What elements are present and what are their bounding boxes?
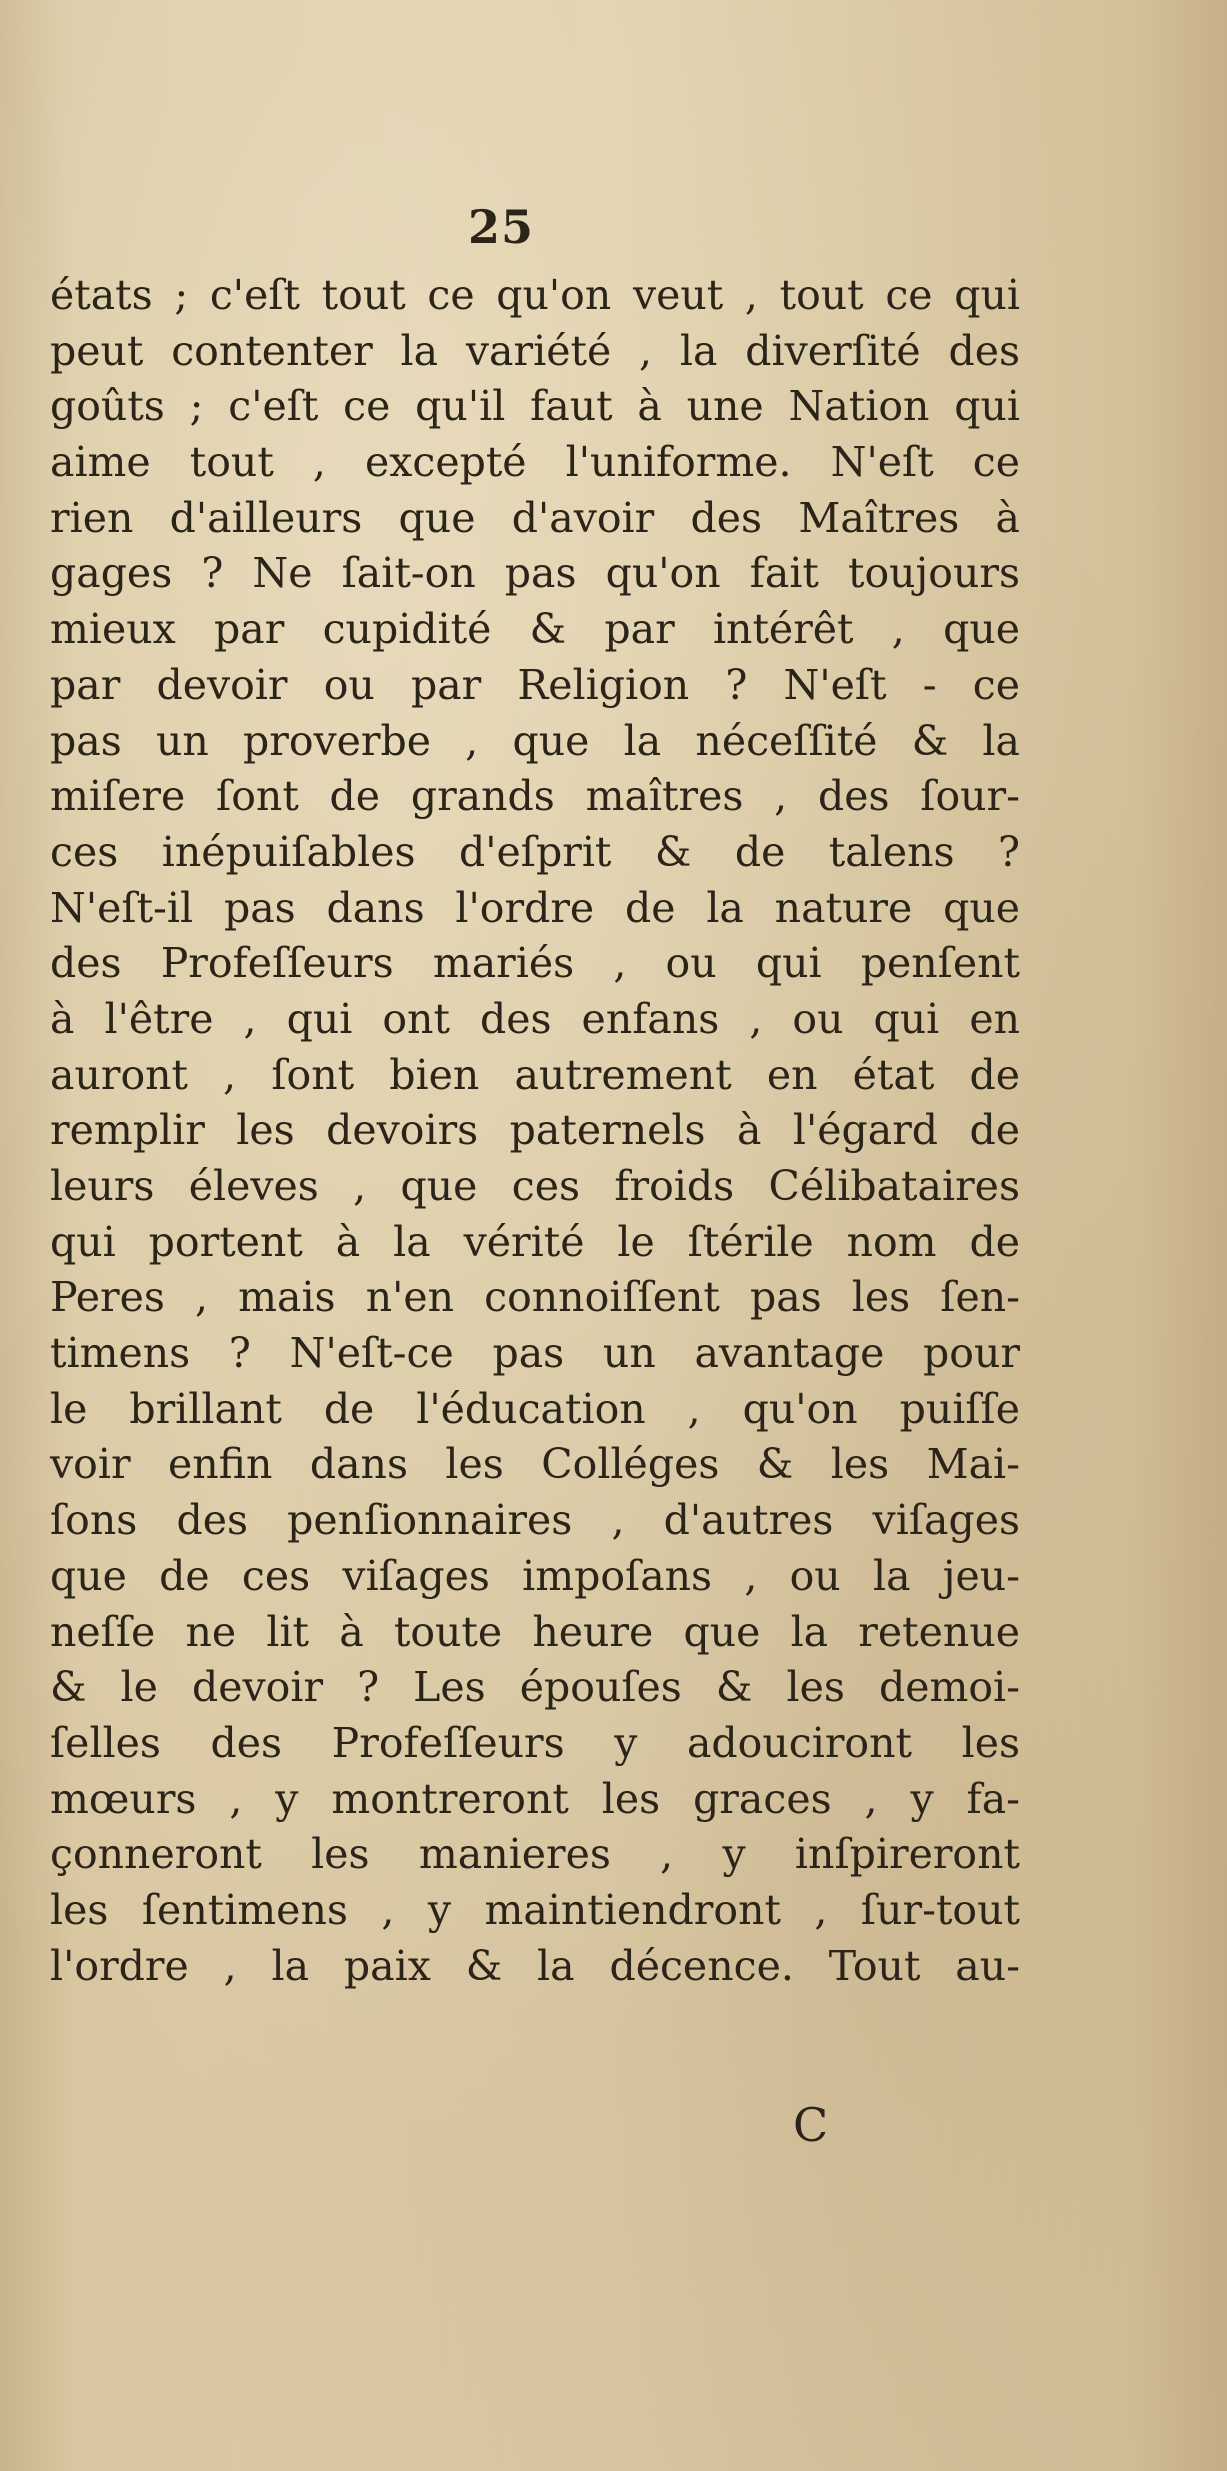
text-line: Peres , mais n'en connoiſſent pas les ſen- [50, 1273, 1020, 1322]
text-line: qui portent à la vérité le ſtérile nom de [50, 1217, 1020, 1266]
text-line: que de ces viſages impoſans , ou la jeu- [50, 1551, 1020, 1600]
text-line: ſons des penſionnaires , d'autres viſages [50, 1496, 1020, 1545]
page-number: 25 [468, 200, 535, 254]
text-line: rien d'ailleurs que d'avoir des Maîtres à [50, 493, 1020, 542]
text-line: ces inépuiſables d'eſprit & de talens ? [50, 827, 1020, 876]
text-line: le brillant de l'éducation , qu'on puiſſe [50, 1384, 1020, 1433]
text-line: aime tout , excepté l'uniforme. N'eſt ce [50, 438, 1020, 487]
text-line: à l'être , qui ont des enfans , ou qui en [50, 994, 1020, 1043]
text-line: les ſentimens , y maintiendront , ſur-tout [50, 1885, 1020, 1934]
text-line: leurs éleves , que ces froids Célibataires [50, 1162, 1020, 1210]
text-line: neſſe ne lit à toute heure que la retenue [50, 1607, 1020, 1656]
text-line: mœurs , y montreront les graces , y fa- [50, 1774, 1020, 1823]
signature-mark: C [793, 2098, 829, 2152]
body-text [50, 268, 1020, 1994]
text-line: & le devoir ? Les épouſes & les demoi- [50, 1663, 1020, 1712]
text-line: gages ? Ne ſait-on pas qu'on fait toujours [50, 549, 1020, 598]
text-line: çonneront les manieres , y inſpireront [50, 1830, 1020, 1879]
text-line: auront , ſont bien autrement en état de [50, 1050, 1020, 1099]
text-line: N'eſt-il pas dans l'ordre de la nature que [50, 883, 1020, 932]
text-line: goûts ; c'eſt ce qu'il faut à une Nation qui [50, 382, 1020, 431]
text-line: voir enfin dans les Colléges & les Mai- [50, 1440, 1020, 1489]
text-line: ſelles des Profeſſeurs y adouciront les [50, 1718, 1020, 1767]
text-line: miſere ſont de grands maîtres , des ſour- [50, 772, 1020, 821]
text-line: remplir les devoirs paternels à l'égard de [50, 1106, 1020, 1155]
text-line: mieux par cupidité & par intérêt , que [50, 605, 1020, 654]
text-line: des Profeſſeurs mariés , ou qui penſent [50, 939, 1020, 988]
text-line: pas un proverbe , que la néceſſité & la [50, 716, 1020, 765]
text-line: par devoir ou par Religion ? N'eſt - ce [50, 660, 1020, 709]
text-line: états ; c'eſt tout ce qu'on veut , tout ce qui [50, 271, 1020, 319]
text-line: peut contenter la variété , la diverſité des [50, 326, 1020, 375]
text-line: l'ordre , la paix & la décence. Tout au- [50, 1941, 1020, 1990]
text-line: timens ? N'eſt-ce pas un avantage pour [50, 1329, 1020, 1378]
